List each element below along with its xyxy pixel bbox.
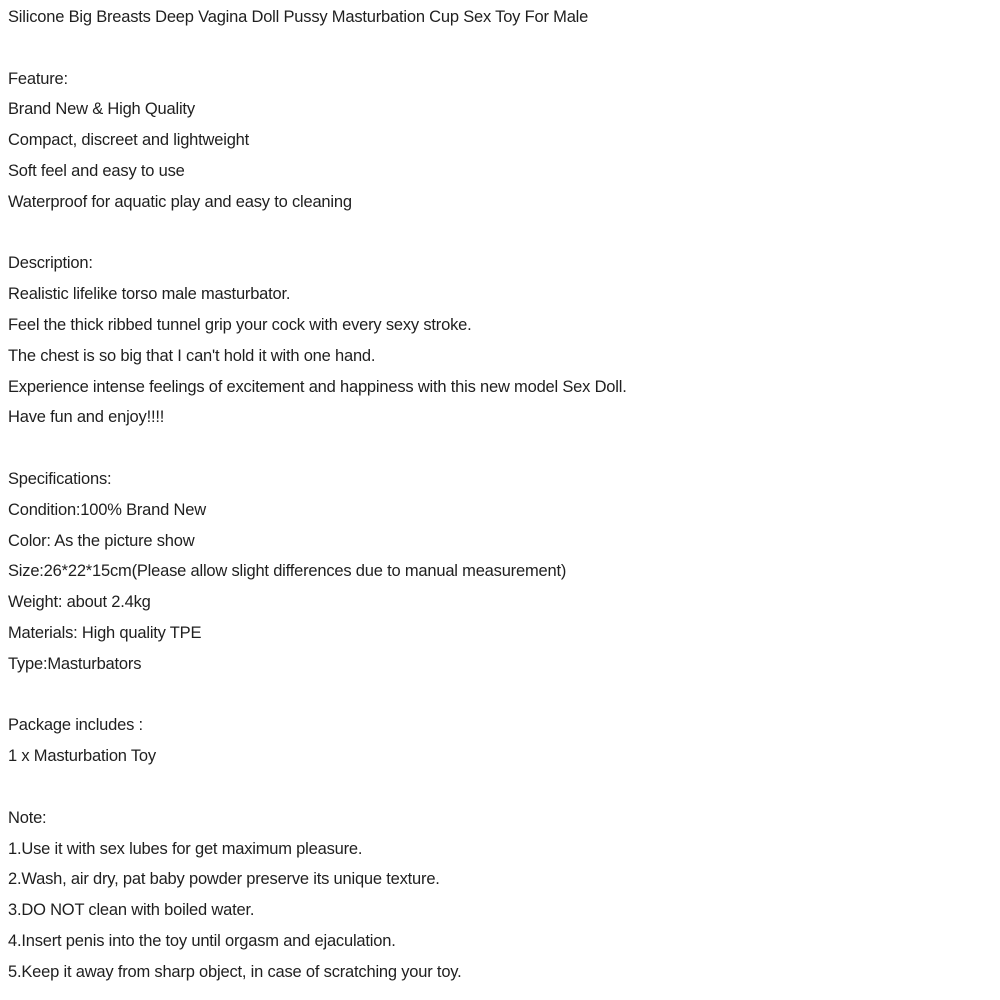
section-description (8, 248, 988, 433)
section-heading-feature: Feature: (8, 69, 68, 88)
section-heading-note: Note: (8, 808, 47, 827)
section-heading-description: Description: (8, 254, 93, 273)
text-line: Size:26*22*15cm(Please allow slight differences due to manual measurement) (8, 562, 567, 581)
text-line: Realistic lifelike torso male masturbator. (8, 285, 291, 304)
section-heading-package: Package includes : (8, 716, 143, 735)
text-line: Type:Masturbators (8, 654, 142, 673)
text-line: Color: As the picture show (8, 531, 195, 550)
document-sections (8, 64, 988, 988)
text-line: 5.Keep it away from sharp object, in case of scratching your toy. (8, 962, 462, 981)
text-line: Brand New & High Quality (8, 100, 195, 119)
text-line: Feel the thick ribbed tunnel grip your cock with every sexy stroke. (8, 315, 472, 334)
section-package (8, 710, 988, 772)
product-title: Silicone Big Breasts Deep Vagina Doll Pussy Masturbation Cup Sex Toy For Male (8, 8, 589, 26)
text-line: 2.Wash, air dry, pat baby powder preserve its unique texture. (8, 870, 440, 889)
text-line: 1 x Masturbation Toy (8, 747, 156, 766)
text-line: Condition:100% Brand New (8, 500, 206, 519)
section-note (8, 803, 988, 988)
text-line: Waterproof for aquatic play and easy to cleaning (8, 192, 352, 211)
text-line: Compact, discreet and lightweight (8, 131, 250, 150)
section-specifications (8, 464, 988, 680)
text-line: Have fun and enjoy!!!! (8, 408, 165, 427)
section-heading-specifications: Specifications: (8, 469, 112, 488)
text-line: 1.Use it with sex lubes for get maximum pleasure. (8, 839, 363, 858)
text-line: Weight: about 2.4kg (8, 593, 151, 612)
text-line: Experience intense feelings of excitement and happiness with this new model Sex Doll. (8, 377, 627, 396)
section-feature (8, 64, 988, 218)
text-line: Materials: High quality TPE (8, 623, 202, 642)
text-line: The chest is so big that I can't hold it with one hand. (8, 346, 376, 365)
text-line: 4.Insert penis into the toy until orgasm and ejaculation. (8, 931, 396, 950)
text-line: Soft feel and easy to use (8, 161, 185, 180)
text-line: 3.DO NOT clean with boiled water. (8, 901, 255, 920)
